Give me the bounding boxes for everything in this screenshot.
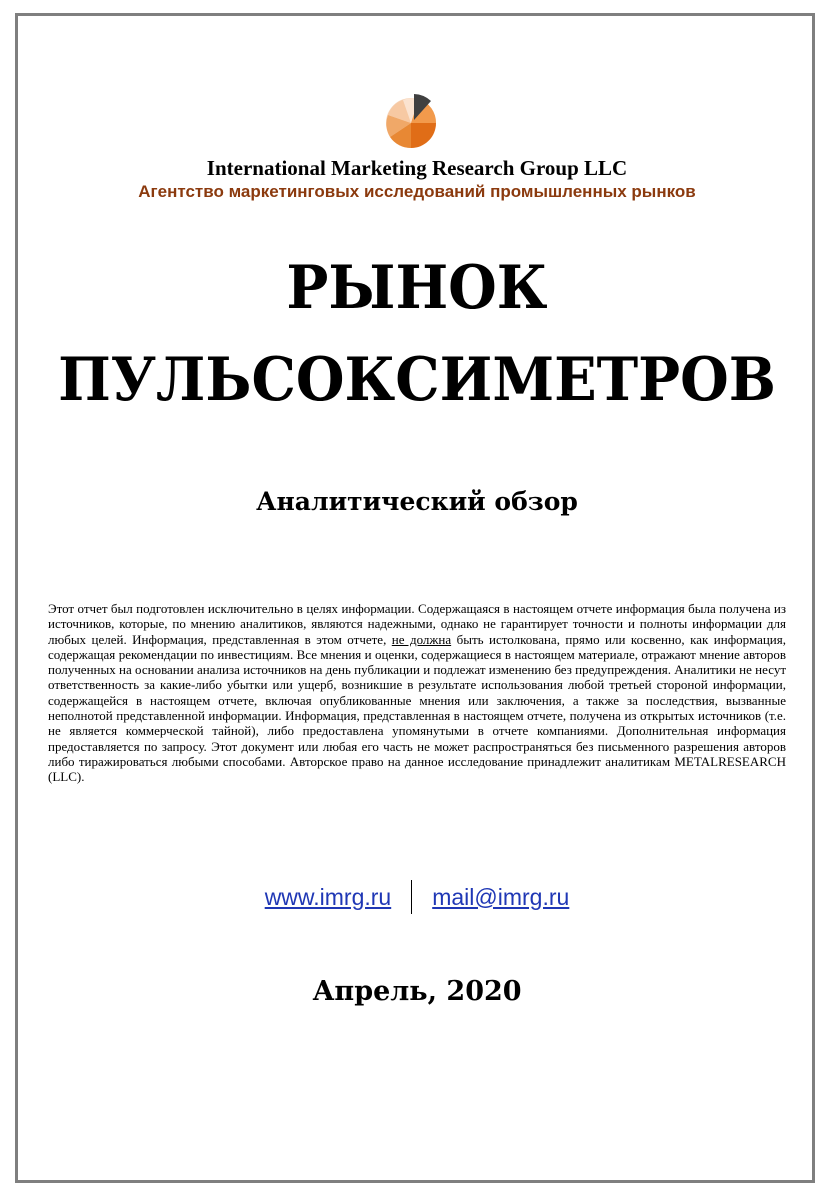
disclaimer-text (48, 601, 786, 785)
disclaimer-part-1: Этот отчет был подготовлен исключительно в целях информации. Содержащаяся в настоящем отчете информация была получена из источников, которые, по мнению аналитиков, являются надежными, однако не гарантирует точности и полноты информации для любых целей. Информация, представленная в этом отчете, (48, 601, 786, 647)
report-title-line-2: ПУЛЬСОКСИМЕТРОВ (58, 345, 776, 415)
publication-date: Апрель, 2020 (312, 976, 522, 1007)
report-type: Аналитический обзор (256, 487, 578, 516)
website-link[interactable]: www.imrg.ru (264, 883, 392, 910)
link-separator (411, 880, 412, 914)
contact-links (0, 880, 834, 914)
email-link[interactable]: mail@imrg.ru (432, 883, 570, 910)
organization-subtitle: Агентство маркетинговых исследований промышленных рынков (138, 182, 696, 201)
disclaimer-emphasis: не должна (391, 631, 452, 647)
report-title-line-1: РЫНОК (286, 253, 548, 323)
disclaimer-part-2: быть истолкована, прямо или косвенно, как информация, содержащая рекомендации по инвестициям. Все мнения и оценки, содержащиеся в настоящем материале, отражают мнение авторов полученных на основании анализа источников на день публикации и подлежат изменению без предупреждения. Аналитики не несут ответственность за какие-либо убытки или ущерб, возникшие в результате использования любой третьей стороной информации, содержащейся в настоящем отчете, включая опубликованные мнения или заключения, а также за последствия, вызванные неполнотой представленной информации. Информация, представленная в настоящем отчете, получена из открытых источников (т.е. не является коммерческой тайной), либо предоставлена упомянутыми в отчете компаниями. Дополнительная информация предоставляется по запросу. Этот документ или любая его часть не может распространяться без письменного разрешения авторов либо тиражироваться любыми способами. Авторское право на данное исследование принадлежит аналитикам METALRESEARCH (LLC). (48, 631, 786, 785)
organization-name: International Marketing Research Group LLC (206, 156, 628, 180)
pie-chart-logo-icon (383, 93, 439, 149)
